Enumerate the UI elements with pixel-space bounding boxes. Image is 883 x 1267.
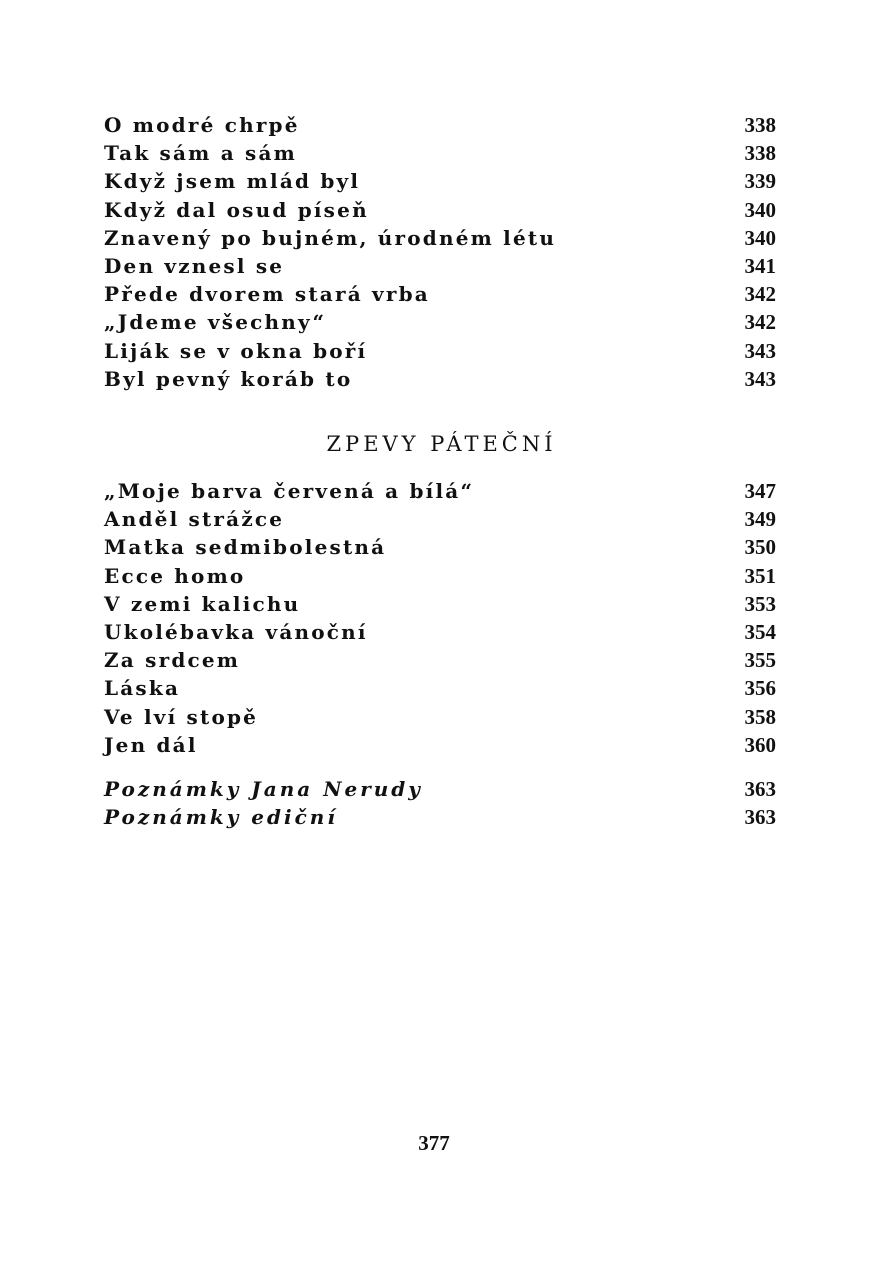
toc-notes	[104, 775, 776, 831]
toc-entry-title: Liják se v okna boří	[104, 338, 368, 363]
toc-entry	[104, 618, 776, 646]
toc-entry-page: 355	[744, 648, 776, 673]
toc-entry-page: 363	[744, 805, 776, 830]
toc-entry-title: Ecce homo	[104, 563, 246, 588]
toc-entry-page: 349	[744, 507, 776, 532]
toc-entry-title: „Jdeme všechny“	[104, 310, 327, 335]
toc-entry-page: 339	[744, 169, 776, 194]
toc-entry	[104, 505, 776, 533]
toc-entry-title: Anděl strážce	[104, 507, 285, 532]
toc-entry	[104, 562, 776, 590]
toc-entry	[104, 365, 776, 393]
toc-entry	[104, 477, 776, 505]
toc-entry-title: Tak sám a sám	[104, 141, 297, 166]
toc-entry	[104, 167, 776, 195]
toc-entry-title: V zemi kalichu	[104, 591, 301, 616]
section-heading: ZPEVY PÁTEČNÍ	[326, 432, 557, 456]
toc-entry	[104, 590, 776, 618]
toc-entry-page: 342	[744, 310, 776, 335]
toc-entry	[104, 731, 776, 759]
toc-entry-page: 356	[744, 676, 776, 701]
page-number: 377	[418, 1131, 450, 1155]
toc-entry-page: 338	[744, 141, 776, 166]
toc-group-1	[104, 111, 776, 393]
toc-entry-title: Jen dál	[104, 732, 198, 757]
toc-entry-page: 341	[744, 253, 776, 278]
toc-entry	[104, 139, 776, 167]
toc-entry-page: 347	[744, 479, 776, 503]
toc-entry-title: Poznámky Jana Nerudy	[104, 777, 423, 801]
toc-entry	[104, 111, 776, 139]
toc-entry-title: Ukolébavka vánoční	[104, 619, 368, 644]
toc-entry	[104, 646, 776, 674]
toc-entry-title: „Moje barva červená a bílá“	[104, 479, 475, 503]
toc-entry-page: 358	[744, 704, 776, 729]
toc-entry-page: 363	[744, 777, 776, 801]
toc-entry-title: O modré chrpě	[104, 113, 300, 137]
toc-entry-title: Matka sedmibolestná	[104, 535, 387, 560]
toc-entry-title: Ve lví stopě	[104, 704, 259, 729]
toc-entry	[104, 337, 776, 365]
toc-entry-page: 354	[744, 619, 776, 644]
toc-entry-page: 342	[744, 282, 776, 307]
toc-entry-page: 353	[744, 591, 776, 616]
toc-entry-page: 343	[744, 366, 776, 391]
toc-entry	[104, 252, 776, 280]
toc-entry	[104, 280, 776, 308]
toc-entry-title: Když jsem mlád byl	[104, 169, 361, 194]
toc-entry	[104, 308, 776, 336]
toc-entry	[104, 775, 776, 803]
toc-entry-page: 350	[744, 535, 776, 560]
toc-entry-page: 340	[744, 225, 776, 250]
toc-entry	[104, 703, 776, 731]
toc-entry	[104, 224, 776, 252]
toc-entry-title: Byl pevný koráb to	[104, 366, 353, 391]
toc-entry-title: Znavený po bujném, úrodném létu	[104, 225, 557, 250]
toc-entry	[104, 803, 776, 831]
toc-entry-page: 338	[744, 113, 776, 137]
toc-entry-title: Den vznesl se	[104, 253, 285, 278]
toc-group-2	[104, 477, 776, 759]
toc-entry-page: 340	[744, 197, 776, 222]
toc-entry-title: Když dal osud píseň	[104, 197, 369, 222]
toc-entry	[104, 196, 776, 224]
toc-entry-title: Poznámky ediční	[104, 805, 338, 830]
toc-entry	[104, 533, 776, 561]
toc-entry-page: 360	[744, 732, 776, 757]
toc-entry-page: 351	[744, 563, 776, 588]
toc-entry-title: Láska	[104, 676, 181, 701]
toc-entry-title: Přede dvorem stará vrba	[104, 282, 430, 307]
toc-entry-page: 343	[744, 338, 776, 363]
toc-entry	[104, 674, 776, 702]
toc-entry-title: Za srdcem	[104, 648, 241, 673]
